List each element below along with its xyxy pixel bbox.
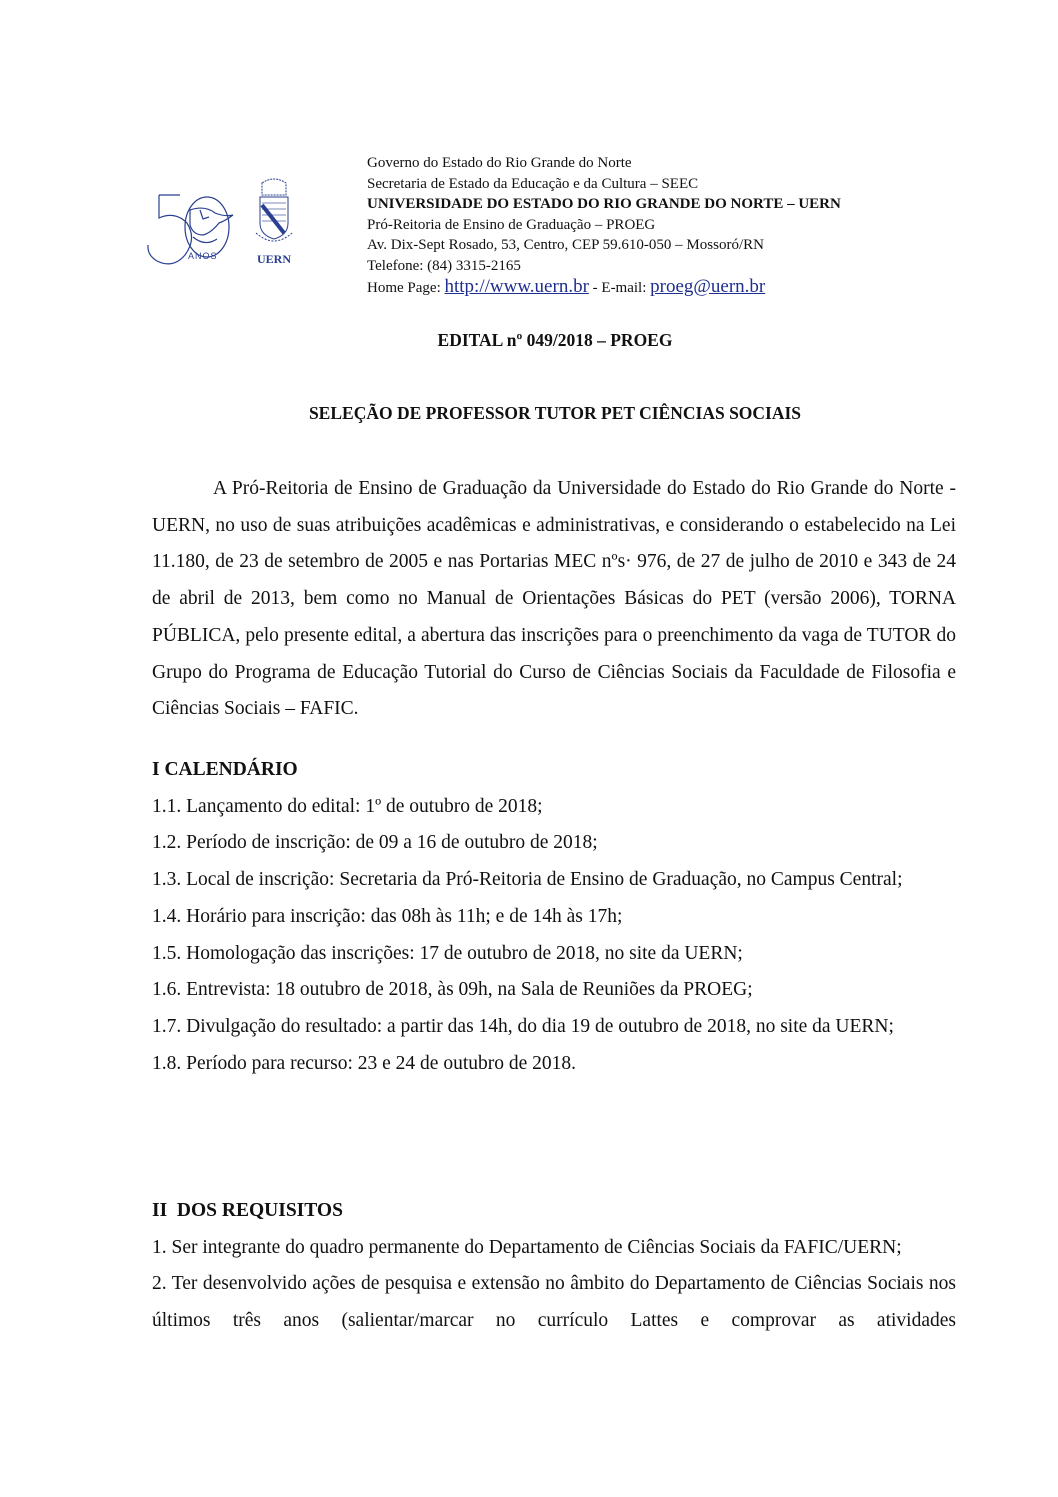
header-line-secretariat: Secretaria de Estado da Educação e da Cultura – SEEC (367, 175, 699, 192)
list-item: 2. Ter desenvolvido ações de pesquisa e extensão no âmbito do Departamento de Ciências Sociais nos últimos três anos (salientar/marcar no currículo Lattes e comprovar as atividades (152, 1273, 956, 1332)
section-heading: I CALENDÁRIO (152, 759, 298, 780)
list-item: 1.8. Período para recurso: 23 e 24 de outubro de 2018. (152, 1052, 577, 1074)
institution-header (367, 153, 841, 299)
list-item: 1.2. Período de inscrição: de 09 a 16 de outubro de 2018; (152, 832, 598, 854)
list-item: 1. Ser integrante do quadro permanente do Departamento de Ciências Sociais da FAFIC/UERN; (152, 1236, 902, 1258)
home-page-link[interactable]: http://www.uern.br (444, 276, 589, 297)
list-item: 1.5. Homologação das inscrições: 17 de outubro de 2018, no site da UERN; (152, 942, 743, 964)
dove-50-anos-logo-icon (145, 175, 235, 270)
header-logos (145, 175, 310, 275)
logo-uern-label: UERN (256, 252, 291, 266)
uern-crest-logo-icon (250, 177, 298, 272)
list-item: 1.1. Lançamento do edital: 1º de outubro de 2018; (152, 795, 543, 817)
header-line-government: Governo do Estado do Rio Grande do Norte (367, 155, 632, 171)
logo-50-anos-label: ANOS (188, 251, 218, 261)
section-heading: II DOS REQUISITOS (152, 1200, 343, 1221)
list-item: 1.6. Entrevista: 18 outubro de 2018, às 09h, na Sala de Reuniões da PROEG; (152, 979, 753, 1001)
list-item: 1.7. Divulgação do resultado: a partir das 14h, do dia 19 de outubro de 2018, no site da UERN; (152, 1015, 894, 1037)
intro-paragraph: A Pró-Reitoria de Ensino de Graduação da Universidade do Estado do Rio Grande do Norte - UERN, no uso de suas atribuições acadêmicas e administrativas, e considerando o estabelecido na Lei 11.180, de 23 de setembro de 2005 e nas Portarias MEC nºs· 976, de 27 de julho de 2010 e 343 de 24 de abril de 2013, bem como no Manual de Orientações Básicas do PET (versão 2006), TORNA PÚBLICA, pelo presente edital, a abertura das inscrições para o preenchimento da vaga de TUTOR do Grupo do Programa de Educação Tutorial do Curso de Ciências Sociais da Faculdade de Filosofia e Ciências Sociais – FAFIC. (152, 478, 956, 720)
edital-title: EDITAL nº 049/2018 – PROEG (437, 330, 673, 350)
email-link[interactable]: proeg@uern.br (650, 276, 766, 297)
header-line-university: UNIVERSIDADE DO ESTADO DO RIO GRANDE DO NORTE – UERN (367, 196, 841, 212)
subject-title: SELEÇÃO DE PROFESSOR TUTOR PET CIÊNCIAS SOCIAIS (308, 403, 802, 423)
header-line-pro-rectorate: Pró-Reitoria de Ensino de Graduação – PROEG (367, 216, 656, 233)
list-item: 1.3. Local de inscrição: Secretaria da Pró-Reitoria de Ensino de Graduação, no Campus Central; (152, 869, 903, 891)
section-calendario (152, 752, 956, 1082)
home-page-label: Home Page: (367, 280, 441, 296)
header-line-contacts (367, 276, 841, 299)
header-line-phone: Telefone: (84) 3315-2165 (367, 257, 521, 274)
section-requisitos (152, 1193, 956, 1340)
email-label: - E-mail: (592, 280, 647, 296)
list-item: 1.4. Horário para inscrição: das 08h às 11h; e de 14h às 17h; (152, 905, 623, 927)
header-line-address: Av. Dix-Sept Rosado, 53, Centro, CEP 59.610-050 – Mossoró/RN (367, 237, 764, 253)
